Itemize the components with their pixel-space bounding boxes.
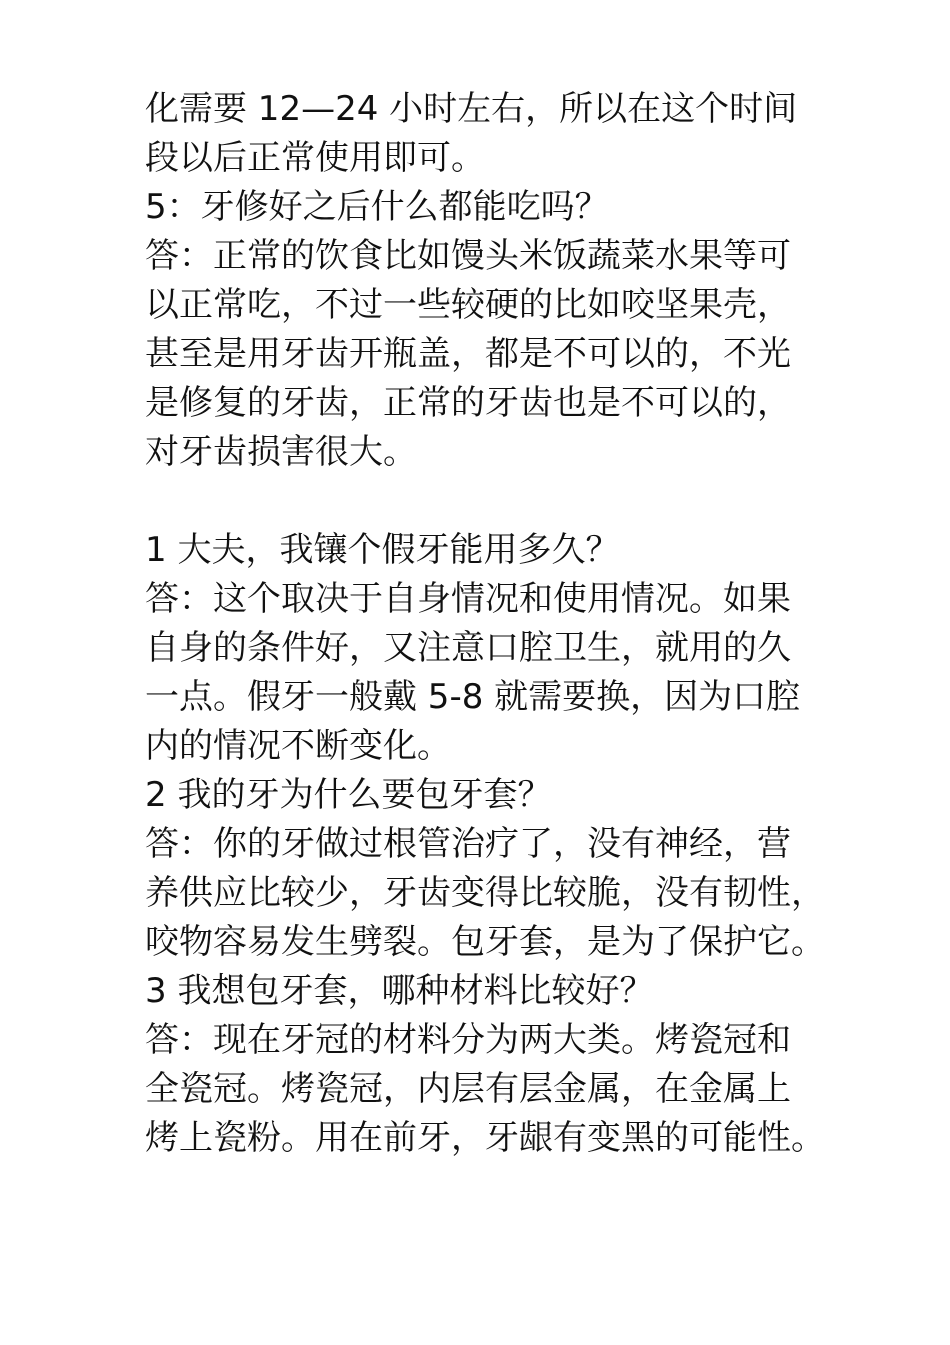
answer-line: 答：现在牙冠的材料分为两大类。烤瓷冠和 — [145, 1020, 791, 1060]
text-line: 以正常吃，不过一些较硬的比如咬坚果壳， — [145, 285, 791, 325]
document-body — [145, 85, 825, 1163]
text-line: 对牙齿损害很大。 — [145, 432, 417, 472]
question-line: 3 我想包牙套，哪种材料比较好？ — [145, 971, 654, 1011]
paragraph-spacer — [145, 477, 825, 526]
text-line: 烤上瓷粉。用在前牙，牙龈有变黑的可能性。 — [145, 1118, 825, 1158]
answer-line: 答：正常的饮食比如馒头米饭蔬菜水果等可 — [145, 236, 791, 276]
text-line: 是修复的牙齿，正常的牙齿也是不可以的， — [145, 383, 791, 423]
question-line: 2 我的牙为什么要包牙套？ — [145, 775, 552, 815]
text-line: 内的情况不断变化。 — [145, 726, 451, 766]
question-line: 1 大夫，我镶个假牙能用多久？ — [145, 530, 620, 570]
question-line: 5：牙修好之后什么都能吃吗？ — [145, 187, 609, 227]
text-line: 自身的条件好，又注意口腔卫生，就用的久 — [145, 628, 791, 668]
text-line: 养供应比较少，牙齿变得比较脆，没有韧性， — [145, 873, 825, 913]
text-line: 甚至是用牙齿开瓶盖，都是不可以的，不光 — [145, 334, 791, 374]
text-line: 段以后正常使用即可。 — [145, 138, 485, 178]
text-line: 全瓷冠。烤瓷冠，内层有层金属，在金属上 — [145, 1069, 791, 1109]
answer-line: 答：你的牙做过根管治疗了，没有神经，营 — [145, 824, 791, 864]
text-line: 化需要 12—24 小时左右，所以在这个时间 — [145, 89, 798, 129]
text-line: 咬物容易发生劈裂。包牙套，是为了保护它。 — [145, 922, 825, 962]
text-line: 一点。假牙一般戴 5-8 就需要换，因为口腔 — [145, 677, 801, 717]
answer-line: 答：这个取决于自身情况和使用情况。如果 — [145, 579, 791, 619]
